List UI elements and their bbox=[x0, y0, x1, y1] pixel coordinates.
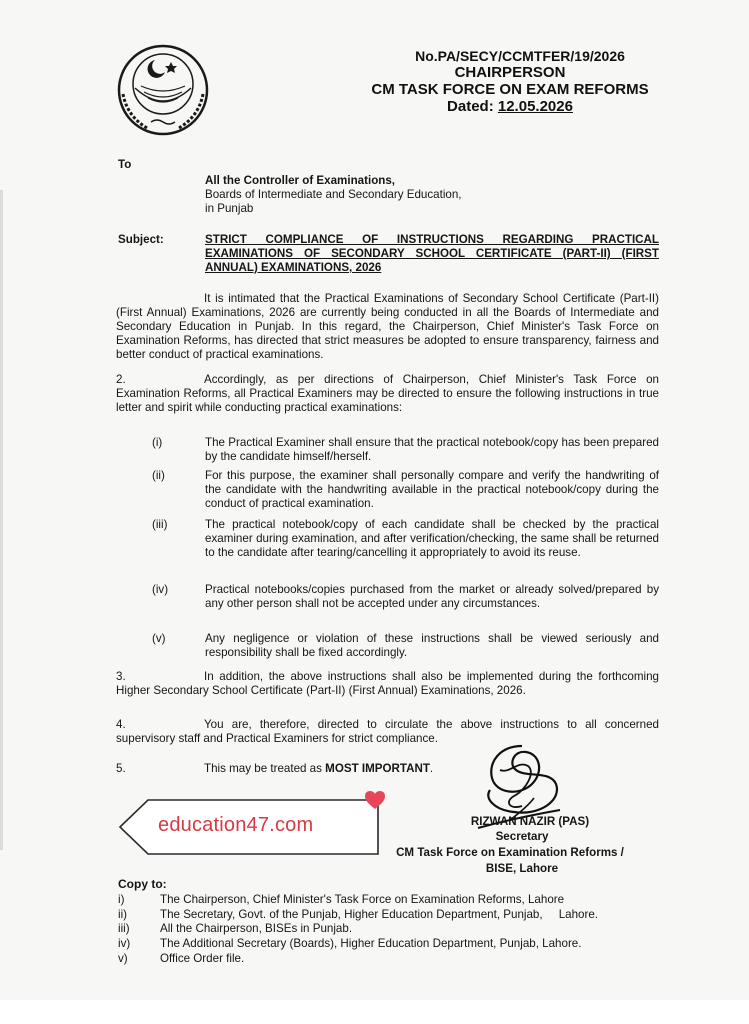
instruction-5-text: Any negligence or violation of these instructions shall be viewed seriously and responsibility shall be fixed accordingly. bbox=[205, 632, 659, 659]
addressee-line-2: Boards of Intermediate and Secondary Education, bbox=[205, 188, 462, 201]
paragraph-2-text: Accordingly, as per directions of Chairperson, Chief Minister's Task Force on Examination Reforms, all Practical Examiners may be directed to ensure the following instructions in true letter and spirit while conducting practical examinations: bbox=[116, 373, 659, 414]
paragraph-5-text: This may be treated as bbox=[204, 762, 326, 775]
addressee-line-3: in Punjab bbox=[205, 202, 254, 215]
copy-item-3-text: All the Chairperson, BISEs in Punjab. bbox=[160, 922, 353, 935]
scan-shadow bbox=[0, 190, 3, 850]
copy-item-4-number: iv) bbox=[118, 937, 131, 950]
paragraph-5-end: . bbox=[429, 762, 434, 775]
paragraph-2 bbox=[116, 373, 659, 415]
paragraph-1 bbox=[116, 292, 659, 362]
paragraph-5-number: 5. bbox=[116, 762, 126, 775]
signatory-title: Secretary bbox=[495, 830, 549, 843]
date-label: Dated: bbox=[447, 98, 498, 115]
copy-item-3-number: iii) bbox=[118, 922, 130, 935]
addressee-line-1: All the Controller of Examinations, bbox=[205, 174, 396, 187]
instruction-3-text: The practical notebook/copy of each candidate shall be checked by the practical examiner during examination, and after verification/checking, the same shall be returned to the candidate after tearing/cancelling it appropriately to avoid its reuse. bbox=[205, 518, 659, 559]
copy-item-1-text: The Chairperson, Chief Minister's Task Force on Examination Reforms, Lahore bbox=[160, 893, 565, 906]
paragraph-1-text: It is intimated that the Practical Examinations of Secondary School Certificate (Part-II) (First Annual) Examinations, 2026 are currently being conducted in all the Boards of Intermediate and Secondary Education in Punjab. In this regard, the Chairperson, Chief Minister's Task Force on Examination Reforms, has directed that strict measures be adopted to ensure transparency, fairness and better conduct of practical examinations. bbox=[116, 292, 659, 361]
copy-item-1-number: i) bbox=[118, 893, 125, 906]
signatory-name: RIZWAN NAZIR (PAS) bbox=[470, 815, 590, 828]
subject-label: Subject: bbox=[118, 233, 164, 246]
instruction-2-number: (ii) bbox=[152, 469, 165, 482]
instruction-4-text: Practical notebooks/copies purchased from the market or already solved/prepared by any other person shall not be accepted under any circumstances. bbox=[205, 583, 659, 610]
paragraph-4-number: 4. bbox=[116, 718, 126, 731]
copy-item-4-text: The Additional Secretary (Boards), Higher Education Department, Punjab, Lahore. bbox=[160, 937, 582, 950]
page-bottom-margin bbox=[0, 1000, 749, 1024]
instruction-1-number: (i) bbox=[152, 436, 163, 449]
signatory-organization: CM Task Force on Examination Reforms / bbox=[396, 846, 624, 859]
copy-item-2-number: ii) bbox=[118, 908, 128, 921]
header-date bbox=[330, 98, 690, 115]
header-task-force: CM TASK FORCE ON EXAM REFORMS bbox=[371, 81, 649, 98]
copy-item-5-number: v) bbox=[118, 952, 128, 965]
instruction-1-text: The Practical Examiner shall ensure that the practical notebook/copy has been prepared by the candidate himself/herself. bbox=[205, 436, 659, 463]
copy-item-2-text: The Secretary, Govt. of the Punjab, Higher Education Department, Punjab, Lahore. bbox=[160, 908, 599, 921]
paragraph-3-text: In addition, the above instructions shall also be implemented during the forthcoming Higher Secondary School Certificate (Part-II) (First Annual) Examinations, 2026. bbox=[116, 670, 659, 697]
paragraph-3 bbox=[116, 670, 659, 698]
instruction-4-number: (iv) bbox=[152, 583, 169, 596]
heart-icon bbox=[364, 790, 386, 810]
copy-item-5-text: Office Order file. bbox=[160, 952, 245, 965]
subject-text: STRICT COMPLIANCE OF INSTRUCTIONS REGARDING PRACTICAL EXAMINATIONS OF SECONDARY SCHOOL CERTIFICATE (PART-II) (FIRST ANNUAL) EXAMINATIONS, 2026 bbox=[205, 233, 659, 274]
header-chairperson: CHAIRPERSON bbox=[454, 64, 566, 81]
watermark-text: education47.com bbox=[158, 814, 314, 836]
paragraph-3-number: 3. bbox=[116, 670, 126, 683]
copy-to-label: Copy to: bbox=[118, 877, 167, 891]
instruction-3-number: (iii) bbox=[152, 518, 168, 531]
paragraph-5 bbox=[116, 762, 659, 776]
instruction-2-text: For this purpose, the examiner shall personally compare and verify the handwriting of the candidate with the handwriting available in the practical notebook/copy during the conduct of practical examination. bbox=[205, 469, 659, 510]
instruction-5-number: (v) bbox=[152, 632, 166, 645]
reference-number: No.PA/SECY/CCMTFER/19/2026 bbox=[415, 48, 625, 64]
paragraph-4 bbox=[116, 718, 659, 746]
to-label: To bbox=[118, 158, 132, 171]
signatory-organization-2: BISE, Lahore bbox=[485, 862, 559, 875]
paragraph-2-number: 2. bbox=[116, 373, 126, 386]
most-important-text: MOST IMPORTANT bbox=[325, 762, 430, 775]
punjab-government-logo bbox=[117, 44, 209, 136]
date-value: 12.05.2026 bbox=[497, 98, 573, 115]
paragraph-4-text: You are, therefore, directed to circulate the above instructions to all concerned supervisory staff and Practical Examiners for strict compliance. bbox=[116, 718, 659, 745]
